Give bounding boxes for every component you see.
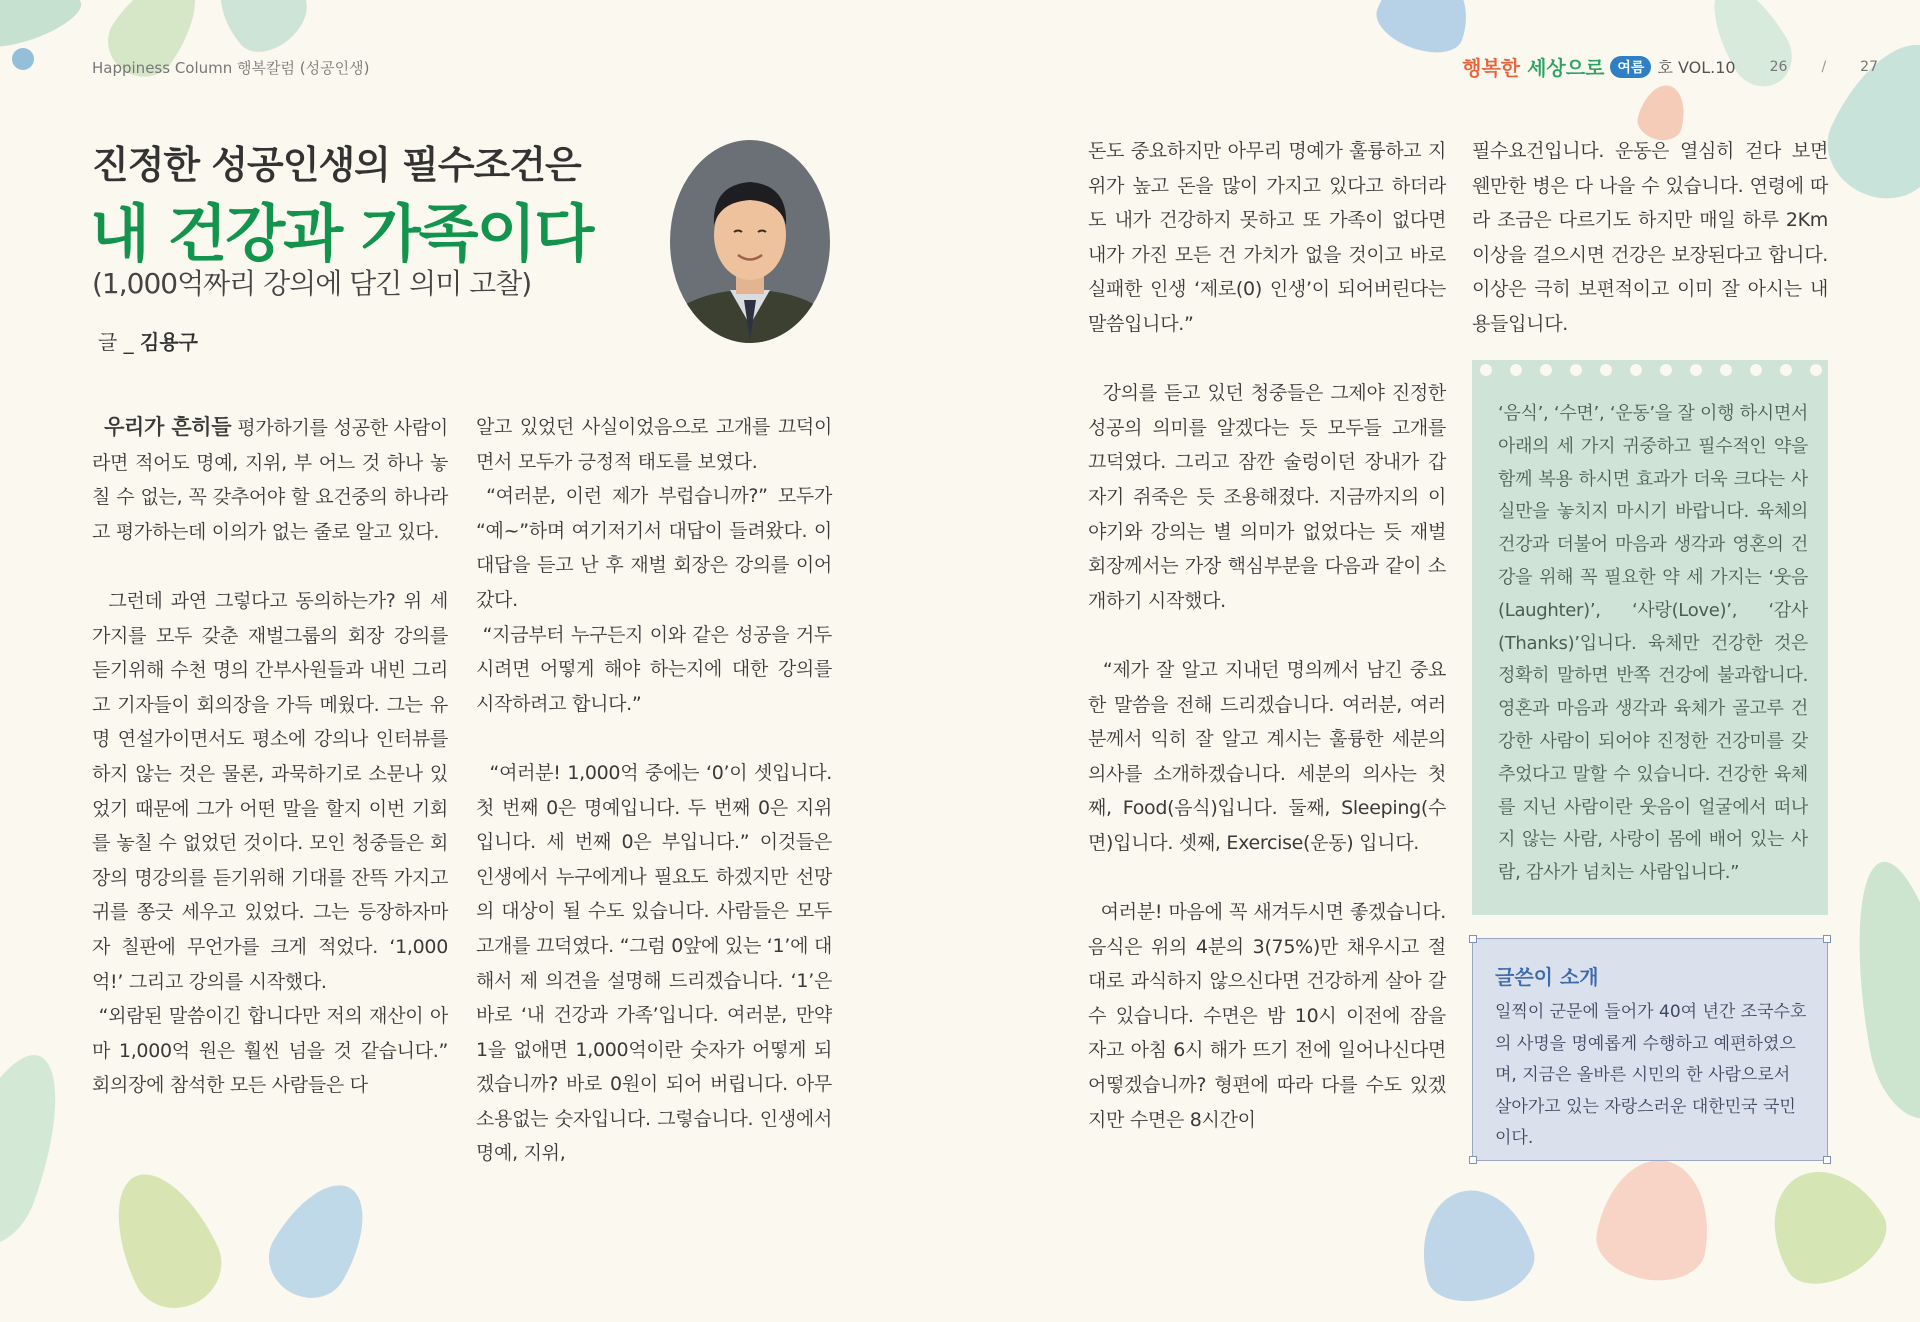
paragraph-text: 평가하기를 성공한 사람이라면 적어도 명예, 지위, 부 어느 것 하나 놓칠 수 없는, 꼭 갖추어야 할 요건중의 하나라고 평가하는데 이의가 없는 줄로 알고 있다. (92, 417, 448, 543)
issue-number: 호 VOL.10 (1657, 58, 1736, 77)
paragraph (1088, 895, 1446, 1137)
season-badge: 여름 (1610, 56, 1651, 78)
article-column-4 (1472, 134, 1828, 342)
corner-handle (1823, 1156, 1831, 1164)
article-column-3 (1088, 134, 1446, 1137)
magazine-title-part1: 행복한 (1462, 56, 1528, 80)
paragraph-text: 강의를 듣고 있던 청중들은 그제야 진정한 성공의 의미를 알겠다는 듯 모두들 고개를 끄덕였다. 그리고 잠깐 술렁이던 장내가 갑자기 쥐죽은 듯 조용해졌다. 지금까지의 이야기와 강의는 별 의미가 없었다는 듯 재벌 회장께서는 가장 핵심부분을 다음과 같이 소개하기 시작했다. (1088, 382, 1446, 612)
leaf-decoration (0, 1041, 81, 1260)
author-info-box (1472, 938, 1828, 1161)
leaf-decoration (0, 0, 87, 57)
article-title-line1: 진정한 성공인생의 필수조건은 (92, 143, 581, 187)
page-separator: / (1821, 58, 1827, 75)
paragraph (92, 584, 448, 999)
paragraph-text: “여러분, 이런 제가 부럽습니까?” 모두가 “예~”하며 여기저기서 대답이 들려왔다. 이 대답을 듣고 난 후 재벌 회장은 강의를 이어갔다. (476, 485, 832, 611)
magazine-title (1462, 52, 1604, 81)
author-portrait (670, 140, 830, 343)
paragraph (476, 479, 832, 617)
magazine-title-part2: 세상으로 (1527, 56, 1605, 80)
byline-prefix: 글 _ (98, 330, 134, 354)
paragraph-text: 그런데 과연 그렇다고 동의하는가? 위 세 가지를 모두 갖춘 재벌그룹의 회장 강의를 듣기위해 수천 명의 간부사원들과 내빈 그리고 기자들이 회의장을 가득 메웠다. 그는 유명 연설가이면서도 평소에 강의나 인터뷰를 하지 않는 것은 물론, 과묵하기로 소문나 있었기 때문에 그가 어떤 말을 할지 이번 기회를 놓칠 수 없었던 것이다. 모인 청중들은 회장의 명강의를 듣기위해 기대를 잔뜩 가지고 귀를 쫑긋 세우고 있었다. 그는 등장하자마자 칠판에 무언가를 크게 적었다. ‘1,000억!’ 그리고 강의를 시작했다. (92, 589, 448, 993)
lead-in: 우리가 흔히들 (104, 415, 232, 439)
leaf-decoration (200, 0, 319, 65)
page-number-left: 26 (1769, 58, 1788, 75)
article-title-line2: 내 건강과 가족이다 (90, 197, 593, 270)
paragraph: 돈도 중요하지만 아무리 명예가 훌륭하고 지위가 높고 돈을 많이 가지고 있다고 하더라도 내가 건강하지 못하고 또 가족이 없다면 내가 가진 모든 건 가치가 없을 것이고 바로 실패한 인생 ‘제로(0) 인생’이 되어버린다는 말씀입니다.” (1088, 140, 1446, 335)
article-subtitle: (1,000억짜리 강의에 담긴 의미 고찰) (92, 267, 532, 300)
leaf-decoration (1838, 854, 1920, 1126)
paragraph: 필수요건입니다. 운동은 열심히 걷다 보면 웬만한 병은 다 나을 수 있습니다. 연령에 따라 조금은 다르기도 하지만 매일 하루 2Km 이상을 걸으시면 건강은 보장된다고 합니다. 이상은 극히 보편적이고 이미 잘 아시는 내용들입니다. (1472, 140, 1828, 335)
paragraph-text: “외람된 말씀이긴 합니다만 저의 재산이 아마 1,000억 원은 훨씬 넘을 것 같습니다.” 회의장에 참석한 모든 사람들은 다 (92, 1005, 448, 1097)
leaf-decoration (95, 1158, 236, 1322)
leaf-decoration (12, 48, 34, 70)
byline (98, 326, 198, 355)
paragraph (92, 410, 448, 549)
author-info-text: 일찍이 군문에 들어가 40여 년간 조국수호의 사명을 명예롭게 수행하고 예편하였으며, 지금은 올바른 시민의 한 사람으로서 살아가고 있는 자랑스러운 대한민국 국민이다. (1495, 1002, 1807, 1148)
author-name: 김용구 (140, 330, 199, 354)
leaf-decoration (255, 1168, 384, 1312)
portrait-illustration (670, 140, 830, 343)
corner-handle (1469, 935, 1477, 943)
corner-handle (1469, 1156, 1477, 1164)
article-column-2 (476, 410, 832, 1171)
leaf-decoration (1697, 0, 1804, 98)
paragraph-text: “여러분! 1,000억 중에는 ‘0’이 셋입니다. 첫 번째 0은 명예입니다. 두 번째 0은 지위입니다. 세 번째 0은 부입니다.” 이것들은 인생에서 누구에게나 필요도 하겠지만 선망의 대상이 될 수도 있습니다. 사람들은 모두 고개를 끄덕였다. “그럼 0앞에 있는 ‘1’에 대해서 제 의견을 설명해 드리겠습니다. ‘1’은 바로 ‘내 건강과 가족’입니다. 여러분, 만약 1을 없애면 1,000억이란 숫자가 어떻게 되겠습니까? 바로 0원이 되어 버립니다. 아무 소용없는 숫자입니다. 그렇습니다. 인생에서 명예, 지위, (476, 761, 832, 1165)
corner-handle (1823, 935, 1831, 943)
paragraph (1088, 653, 1446, 861)
scalloped-edge (1472, 360, 1828, 380)
paragraph-text: 여러분! 마음에 꼭 새겨두시면 좋겠습니다. 음식은 위의 4분의 3(75%)만 채우시고 절대로 과식하지 않으신다면 건강하게 살아 갈 수 있습니다. 수면은 밤 10시 이전에 잠을 자고 아침 6시 해가 뜨기 전에 일어나신다면 어떻겠습니까? 형편에 따라 다를 수도 있겠지만 수면은 8시간이 (1088, 901, 1446, 1131)
author-info-title: 글쓴이 소개 (1495, 965, 1599, 989)
paragraph (92, 999, 448, 1103)
article-column-1 (92, 410, 448, 1103)
paragraph (1088, 376, 1446, 618)
callout-text: ‘음식’, ‘수면’, ‘운동’을 잘 이행 하시면서 아래의 세 가지 귀중하고 필수적인 약을 함께 복용 하시면 효과가 더욱 크다는 사실만을 놓치지 마시기 바랍니다. 육체의 건강과 더불어 마음과 생각과 영혼의 건강을 위해 꼭 필요한 약 세 가지는 ‘웃음(Laughter)’, ‘사랑(Love)’, ‘감사(Thanks)’입니다. 육체만 건강한 것은 정확히 말하면 반쪽 건강에 불과합니다. 영혼과 마음과 생각과 육체가 골고루 건강한 사람이 되어야 진정한 건강미를 갖추었다고 말할 수 있습니다. 건강한 육체를 지닌 사람이란 웃음이 얼굴에서 떠나지 않는 사람, 사랑이 몸에 배어 있는 사람, 감사가 넘치는 사람입니다.” (1498, 403, 1808, 884)
leaf-decoration (1590, 1151, 1719, 1288)
leaf-decoration (1750, 1150, 1900, 1300)
column-label: Happiness Column 행복칼럼 (성공인생) (92, 59, 370, 77)
paragraph (476, 756, 832, 1171)
paragraph-text: “지금부터 누구든지 이와 같은 성공을 거두시려면 어떻게 해야 하는지에 대한 강의를 시작하려고 합니다.” (476, 623, 832, 715)
paragraph-text: “제가 잘 알고 지내던 명의께서 남긴 중요한 말씀을 전해 드리겠습니다. 여러분, 여러분께서 익히 잘 알고 계시는 훌륭한 세분의 의사를 소개하겠습니다. 세분의 의사는 첫째, Food(음식)입니다. 둘째, Sleeping(수면)입니다. 셋째, Exercise(운동) 입니다. (1088, 658, 1446, 854)
paragraph: 알고 있었던 사실이었음으로 고개를 끄덕이면서 모두가 긍정적 태도를 보였다. (476, 416, 832, 473)
paragraph (476, 618, 832, 722)
leaf-decoration (1408, 1178, 1543, 1313)
callout-box (1472, 360, 1828, 915)
page-number-right: 27 (1860, 58, 1878, 75)
magazine-header (1462, 52, 1878, 81)
